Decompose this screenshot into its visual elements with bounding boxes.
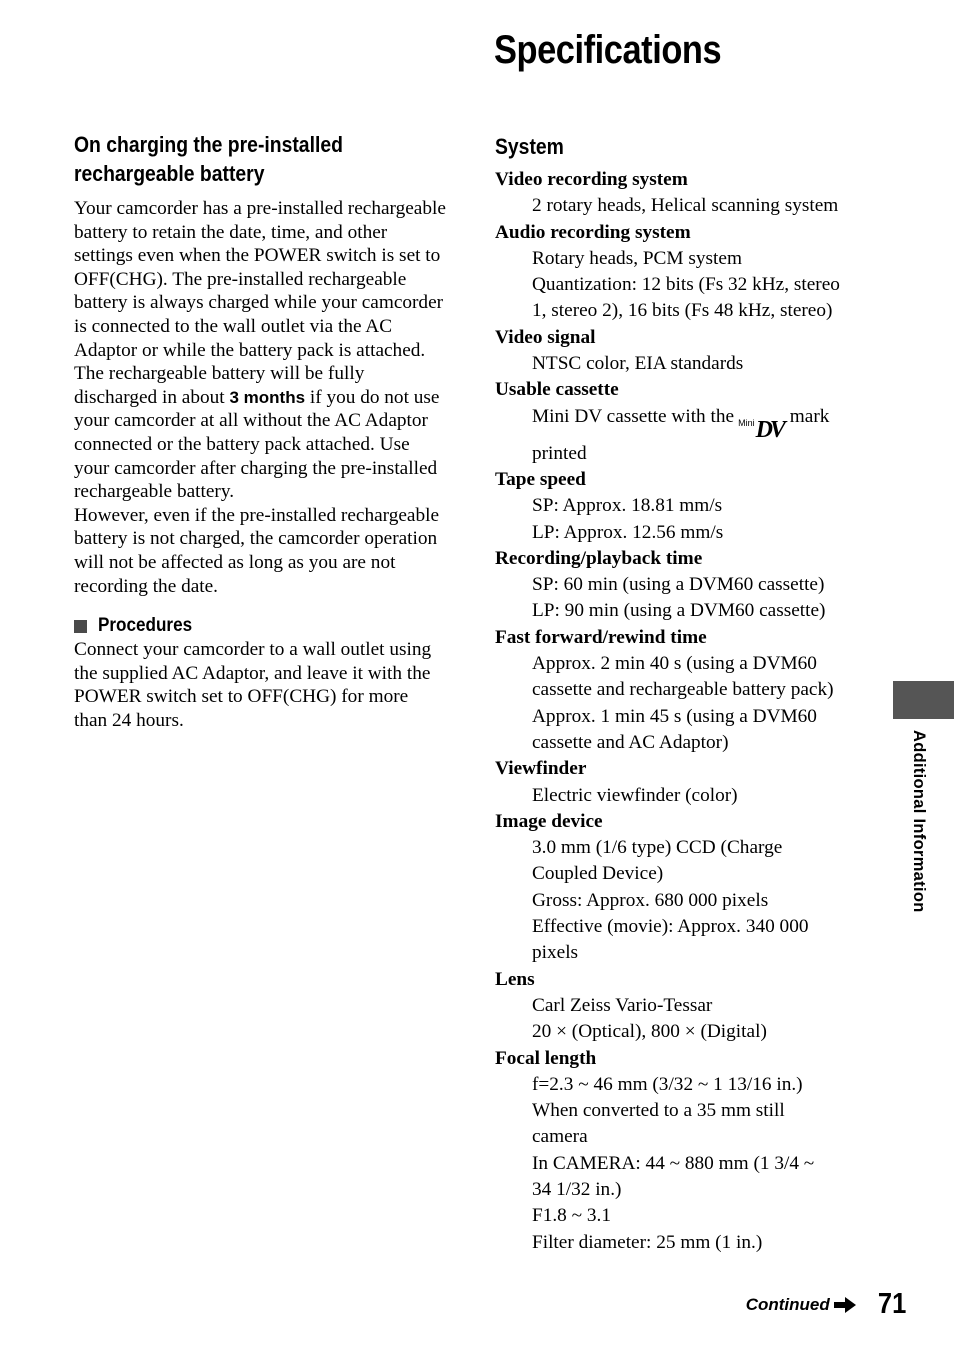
spec-video-signal [495,325,880,378]
spec-label: Viewfinder [495,758,587,780]
spec-image-device [495,809,880,967]
spec-focal-length [495,1046,880,1256]
spec-value [495,404,880,467]
charging-section [74,130,446,732]
spec-value: LP: 90 min (using a DVM60 cassette) [532,600,826,622]
system-heading: System [495,134,564,159]
spec-label: Recording/playback time [495,547,703,569]
spec-value: Approx. 2 min 40 s (using a DVM60 cassette and rechargeable battery pack) [532,653,834,701]
spec-value: Filter diameter: 25 mm (1 in.) [532,1231,763,1253]
charging-heading: On charging the pre-installed rechargeable battery [74,132,343,186]
spec-lens [495,967,880,1046]
spec-label: Focal length [495,1047,597,1069]
spec-tape-speed [495,467,880,546]
spec-label: Lens [495,968,535,990]
spec-viewfinder [495,756,880,809]
charging-text-after: if you do not use your camcorder at all without the AC Adaptor connected or the battery pack attached. Use your camcorder after charging the pre-installed rechargeable battery. [74,386,440,503]
spec-value: NTSC color, EIA standards [532,353,744,375]
spec-value: When converted to a 35 mm still camera [532,1100,785,1148]
spec-recording-playback-time [495,546,880,625]
spec-video-recording [495,167,880,220]
charging-duration-emphasis: 3 months [229,387,306,407]
square-bullet-icon [74,620,87,633]
spec-value: Rotary heads, PCM system [532,247,742,269]
spec-label: Video signal [495,326,596,348]
procedures-heading-label: Procedures [98,615,193,637]
spec-value: Approx. 1 min 45 s (using a DVM60 cassette and AC Adaptor) [532,705,817,753]
spec-value: Gross: Approx. 680 000 pixels [532,889,769,911]
arrow-right-icon [834,1297,856,1313]
spec-value: f=2.3 ~ 46 mm (3/32 ~ 1 13/16 in.) [532,1073,803,1095]
section-tab [893,681,954,719]
mini-dv-logo-mark: DV [755,416,783,443]
spec-fast-forward-rewind-time [495,625,880,756]
page-title: Specifications [494,28,722,72]
spec-value: In CAMERA: 44 ~ 880 mm (1 3/4 ~ 34 1/32 in.) [532,1152,815,1200]
spec-value: 2 rotary heads, Helical scanning system [532,195,839,217]
mini-dv-logo-icon [738,416,783,443]
charging-text-before: Your camcorder has a pre-installed rechargeable battery to retain the date, time, and other settings even when the POWER switch is set to OFF(CHG). The pre-installed rechargeable battery is always charged while your camcorder is connected to the wall outlet via the AC Adaptor or while the battery pack is attached. The rechargeable battery will be fully discharged in about [74,198,446,408]
spec-value: F1.8 ~ 3.1 [532,1205,611,1227]
charging-paragraph-2: However, even if the pre-installed rechargeable battery is not charged, the camcorder operation will not be affected as long as you are not recording the date. [74,504,440,597]
spec-label: Tape speed [495,468,586,490]
cassette-text-after: mark printed [532,405,830,464]
spec-label: Audio recording system [495,221,691,243]
spec-value: Effective (movie): Approx. 340 000 pixels [532,916,809,964]
procedures-text: Connect your camcorder to a wall outlet using the supplied AC Adaptor, and leave it with the POWER switch set to OFF(CHG) for more than 24 hours. [74,639,432,731]
continued-label: Continued [745,1294,830,1314]
page-number: 71 [877,1288,906,1320]
spec-value: Quantization: 12 bits (Fs 32 kHz, stereo 1, stereo 2), 16 bits (Fs 48 kHz, stereo) [532,274,840,322]
spec-value: LP: Approx. 12.56 mm/s [532,521,724,543]
section-tab-label: Additional Information [910,730,928,913]
spec-value: SP: 60 min (using a DVM60 cassette) [532,574,825,596]
spec-value: SP: Approx. 18.81 mm/s [532,495,723,517]
spec-label: Video recording system [495,169,688,190]
spec-label: Usable cassette [495,379,619,401]
spec-value: 3.0 mm (1/6 type) CCD (Charge Coupled Device) [532,837,783,885]
spec-usable-cassette [495,377,880,467]
spec-label: Image device [495,810,603,832]
spec-label: Fast forward/rewind time [495,626,707,648]
procedures-heading [74,614,446,638]
mini-dv-logo-small-text: Mini [738,417,755,428]
system-specs-section [495,132,880,1256]
cassette-text-before: Mini DV cassette with the [532,405,735,427]
charging-paragraph-1 [74,197,446,504]
spec-value: 20 × (Optical), 800 × (Digital) [532,1021,767,1043]
spec-value: Carl Zeiss Vario-Tessar [532,994,713,1016]
spec-audio-recording [495,220,880,325]
page-footer [746,1288,906,1321]
spec-value: Electric viewfinder (color) [532,784,738,806]
